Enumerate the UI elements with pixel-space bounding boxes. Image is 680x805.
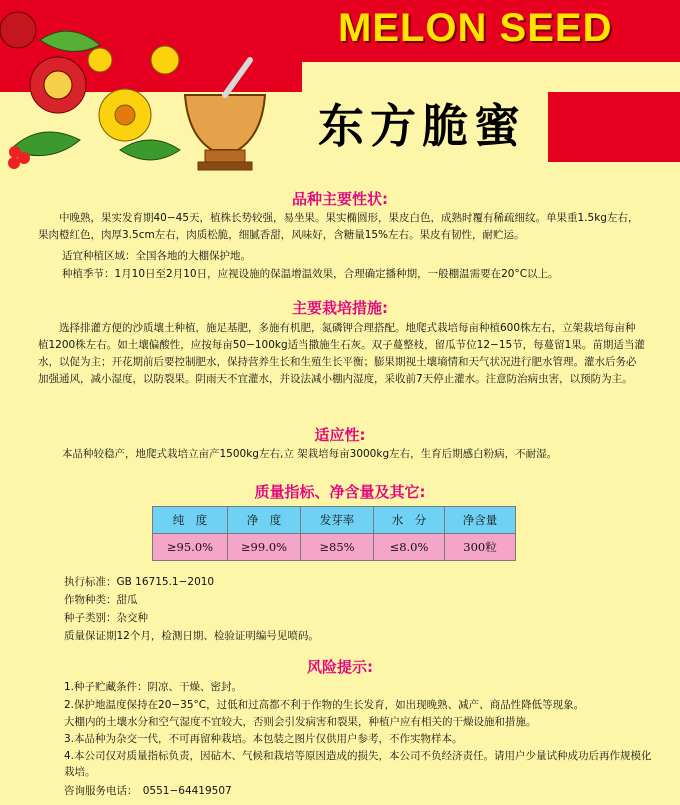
red-flower-icon [0,12,86,113]
risk-item-3: 3.本品种为杂交一代，不可再留种栽培。本包装之图片仅供用户参考，不作实物样本。 [64,733,463,745]
header-net-content: 净含量 [445,507,516,534]
table-header-row [153,507,516,534]
risk-item-1: 1.种子贮藏条件：阴凉、干燥、密封。 [64,681,243,693]
guarantee-line: 质量保证期12个月，检测日期、检验证明编号见喷码。 [64,630,319,642]
header-moisture: 水 分 [374,507,445,534]
value-net-content: 300粒 [445,534,516,561]
value-cleanliness: ≥99.0% [228,534,301,561]
risk-item-2: 2.保护地温度保持在20−35°C，过低和过高都不利于作物的生长发育，如出现晚熟、减产、商品性降低等现象。 [64,699,585,711]
header-germination: 发芽率 [301,507,374,534]
cultivation-paragraph: 选择排灌方便的沙质壤土种植，施足基肥，多施有机肥，氮磷钾合理搭配。地爬式栽培每亩种植600株左右，立架栽培每亩种植1200株左右。如土壤偏酸性，应按每亩50−100kg适当撒施生石灰。双子蔓整枝，留瓜节位12−15节，每蔓留1果。苗期适当灌水，以促为主；开花期前后要控制肥水，保持营养生长和生殖生长平衡；膨果期视土壤墒情和天气状况进行肥水管理。灌水后务必加强通风，减小湿度，以防裂果。阴雨天不宜灌水，并设法减小棚内湿度，采收前7天停止灌水。注意防治病虫害，以预防为主。 [38,322,645,385]
value-moisture: ≤8.0% [374,534,445,561]
table-row [153,534,516,561]
hotline: 咨询服务电话： 0551−64419507 [64,785,232,797]
planting-region: 适宜种植区域：全国各地的大棚保护地。 [62,250,251,262]
traits-paragraph: 中晚熟，果实发育期40−45天，植株长势较强，易坐果。果实椭圆形，果皮白色，成熟时覆有稀疏细纹。单果重1.5kg左右，果肉橙红色，肉厚3.5cm左右，肉质松脆，细腻香甜，风味好，含糖量15%左右。果皮有韧性，耐贮运。 [38,212,639,241]
risk-item-4: 4.本公司仅对质量指标负责，因砧木、气候和栽培等原因造成的损失，本公司不负经济责任。请用户少量试种成功后再作规模化栽培。 [64,750,652,778]
title-panel [302,62,680,92]
brand-title: MELON SEED [338,6,613,50]
cultivation-title: 主要栽培措施: [292,299,388,317]
risk-title: 风险提示: [307,658,373,676]
seed-type-line: 种子类别：杂交种 [64,612,148,624]
standard-line: 执行标准：GB 16715.1−2010 [64,576,215,588]
value-germination: ≥85% [301,534,374,561]
header-side-band [548,92,680,162]
adapt-paragraph: 本品种较稳产，地爬式栽培立亩产1500kg左右,立 架栽培每亩3000kg左右，生育后期感白粉病，不耐湿。 [62,448,558,460]
header-purity: 纯 度 [153,507,228,534]
value-purity: ≥95.0% [153,534,228,561]
mortar-icon [185,60,265,170]
flower-mortar-illustration [0,0,300,200]
adapt-title: 适应性: [314,426,366,444]
yellow-flower-icon [88,46,179,141]
header-cleanliness: 净 度 [228,507,301,534]
quality-table [152,506,516,561]
risk-item-2-cont: 大棚内的土壤水分和空气湿度不宜较大，否则会引发病害和裂果，种植户应有相关的干燥设施和措施。 [64,716,537,728]
traits-title: 品种主要性状: [292,190,388,208]
crop-line: 作物种类：甜瓜 [64,594,138,606]
product-name: 东方脆蜜 [318,99,526,153]
planting-season: 种植季节：1月10日至2月10日，应视设施的保温增温效果，合理确定播种期，一般棚温需要在20°C以上。 [62,268,559,280]
quality-title: 质量指标、净含量及其它: [254,483,426,501]
